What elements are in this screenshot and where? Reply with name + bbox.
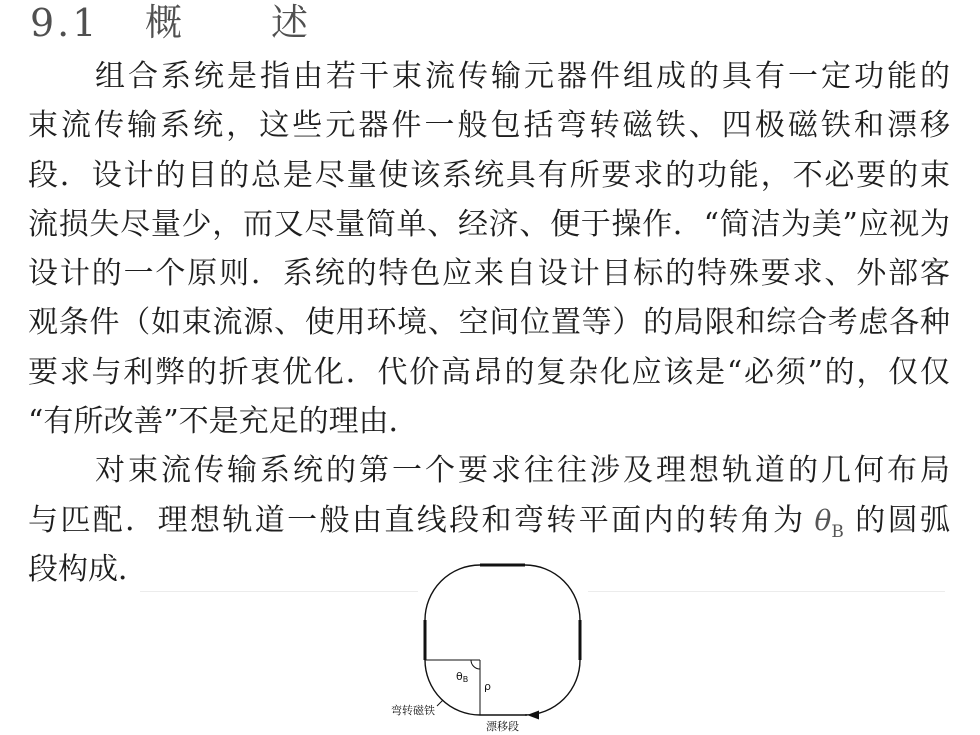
scan-rule-right: [588, 591, 945, 592]
text-line: 段构成．: [28, 551, 148, 587]
scan-rule-left: [140, 591, 418, 592]
text-line: 对束流传输系统的第一个要求往往涉及理想轨道的几何布局: [95, 453, 950, 489]
text-line: 组合系统是指由若干束流传输元器件组成的具有一定功能的: [95, 59, 950, 94]
beam-direction-arrow: [527, 711, 539, 720]
bend-magnet-leader-line: [437, 700, 443, 706]
bend-angle-label: [456, 670, 468, 684]
bend-angle-symbol: [814, 503, 844, 542]
text-run: 的圆弧: [852, 502, 950, 538]
text-line: 设计的一个原则．系统的特色应来自设计目标的特殊要求、外部客: [28, 256, 950, 292]
section-number: 9.1: [30, 1, 100, 45]
text-line: “有所改善”不是充足的理由．: [28, 404, 419, 440]
bend-angle-arc: [471, 660, 480, 669]
drift-section-label: 漂移段: [486, 720, 519, 733]
bend-angle-label-symbol: θ: [456, 670, 463, 683]
text-line: 段．设计的目的总是尽量使该系统具有所要求的功能，不必要的束: [28, 157, 950, 193]
section-heading: [0, 0, 980, 46]
body-text: [28, 52, 950, 594]
bend-arc-top-left: [425, 565, 480, 620]
section-title: 概述: [145, 1, 397, 44]
text-line: 流损失尽量少，而又尽量简单、经济、便于操作．“简洁为美”应视为: [28, 206, 950, 242]
theta-symbol: θ: [814, 503, 832, 537]
bend-magnet-label: 弯转磁铁: [391, 704, 435, 717]
text-line: 观条件（如束流源、使用环境、空间位置等）的局限和综合考虑各种: [28, 305, 950, 341]
bend-arc-top-right: [525, 565, 580, 620]
bend-arc-bottom-right: [525, 660, 580, 715]
text-line: 要求与利弊的折衷优化．代价高昂的复杂化应该是“必须”的，仅仅: [28, 354, 950, 390]
radius-label: ρ: [484, 680, 491, 693]
bend-angle-label-subscript: B: [462, 675, 469, 684]
text-run: 与匹配．理想轨道一般由直线段和弯转平面内的转角为: [28, 502, 806, 538]
beam-orbit-diagram: [380, 555, 600, 735]
text-line: 束流传输系统，这些元器件一般包括弯转磁铁、四极磁铁和漂移: [28, 108, 950, 144]
text-line: [28, 496, 950, 545]
theta-subscript: B: [831, 521, 844, 542]
